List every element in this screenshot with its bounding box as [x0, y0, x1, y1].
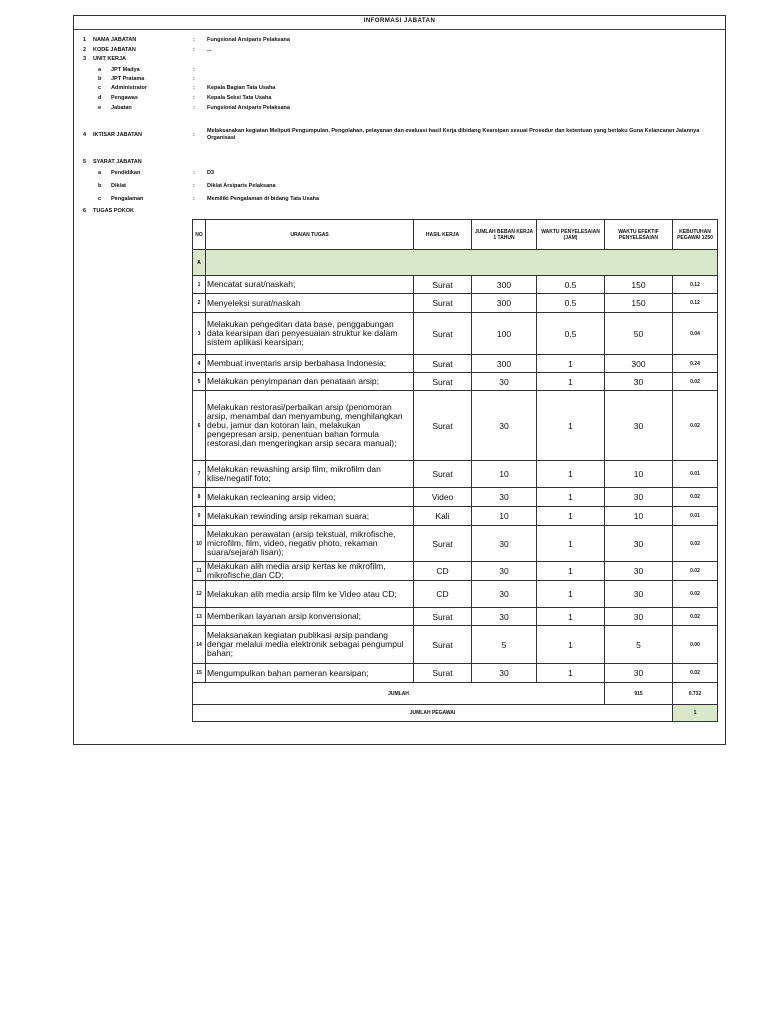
row-efektif: 30: [605, 488, 673, 507]
row-waktu: 0.5: [537, 276, 605, 294]
field-separator: :: [193, 95, 195, 101]
row-no: 5: [193, 373, 206, 391]
table-row: [193, 507, 718, 526]
sub-label-administrator: Administrator: [111, 85, 148, 91]
row-no: 4: [193, 355, 206, 373]
row-hasil: Surat: [414, 664, 472, 683]
row-hasil: Surat: [414, 391, 472, 461]
row-task: Membuat inventaris arsip berbahasa Indonesia;: [206, 355, 414, 373]
row-jumlah: 5: [472, 626, 537, 664]
sub-value-pendidikan: D3: [207, 170, 215, 176]
sub-letter: c: [98, 85, 102, 91]
header-hasil-kerja: HASIL KERJA: [414, 220, 472, 250]
row-no: 10: [193, 526, 206, 562]
row-kebutuhan: 0.12: [673, 276, 718, 294]
field-separator: :: [193, 183, 195, 189]
sub-letter: d: [98, 95, 102, 101]
jumlah-kebutuhan: 0.732: [673, 683, 718, 705]
table-row: [193, 581, 718, 608]
group-fill: [206, 250, 718, 276]
jumlah-pegawai-value: 1: [673, 705, 718, 722]
row-hasil: Surat: [414, 373, 472, 391]
table-row: [193, 562, 718, 581]
row-jumlah: 300: [472, 276, 537, 294]
row-task: Melaksanakan kegiatan publikasi arsip pandang dengar melalui media elektronik sebagai pengumpul bahan;: [206, 626, 414, 664]
row-efektif: 150: [605, 276, 673, 294]
field-number: 1: [83, 37, 87, 43]
document-sheet: [73, 15, 726, 745]
row-jumlah: 30: [472, 526, 537, 562]
row-task: Melakukan perawatan (arsip tekstual, mikrofische, microfilm, film, video, negativ photo, rekaman suara/sejarah lisan);: [206, 526, 414, 562]
row-kebutuhan: 0.02: [673, 373, 718, 391]
row-jumlah: 300: [472, 294, 537, 313]
row-task: Melakukan rewashing arsip film, mikrofilm dan klise/negatif foto;: [206, 461, 414, 488]
field-label-kode-jabatan: KODE JABATAN: [93, 47, 136, 53]
row-task: Melakukan alih media arsip kertas ke mikrofilm, mikrofische,dan CD;: [206, 562, 414, 581]
row-jumlah: 30: [472, 562, 537, 581]
row-efektif: 30: [605, 526, 673, 562]
row-jumlah: 30: [472, 391, 537, 461]
row-task: Melakukan recleaning arsip video;: [206, 488, 414, 507]
row-waktu: 1: [537, 355, 605, 373]
sub-label-pendidikan: Pendidikan: [111, 170, 141, 176]
sub-letter: b: [98, 183, 102, 189]
sub-value-pengawas: Kepala Seksi Tata Usaha: [207, 95, 272, 101]
row-no: 15: [193, 664, 206, 683]
row-no: 13: [193, 608, 206, 626]
row-no: 12: [193, 581, 206, 608]
sub-letter: a: [98, 170, 102, 176]
table-row: [193, 355, 718, 373]
field-number: 5: [83, 159, 87, 165]
row-kebutuhan: 0.02: [673, 391, 718, 461]
row-no: 2: [193, 294, 206, 313]
row-efektif: 300: [605, 355, 673, 373]
sub-label-jpt-pratama: JPT Pratama: [111, 76, 145, 82]
row-efektif: 30: [605, 562, 673, 581]
sub-letter: b: [98, 76, 102, 82]
table-row: [193, 276, 718, 294]
row-jumlah: 10: [472, 461, 537, 488]
field-value-kode-jabatan: ...: [207, 47, 212, 53]
field-separator: :: [193, 85, 195, 91]
row-task: Melakukan rewinding arsip rekaman suara;: [206, 507, 414, 526]
field-separator: :: [193, 76, 195, 82]
row-waktu: 0.5: [537, 313, 605, 355]
row-waktu: 1: [537, 664, 605, 683]
sub-value-administrator: Kepala Bagian Tata Usaha: [207, 85, 276, 91]
row-jumlah: 30: [472, 581, 537, 608]
row-task: Melakukan alih media arsip film ke Video atau CD;: [206, 581, 414, 608]
sub-value-diklat: Diklat Arsiparis Pelaksana: [207, 183, 276, 189]
row-hasil: Surat: [414, 608, 472, 626]
header-waktu-penyelesaian: WAKTU PENYELESAIAN (JAM): [537, 220, 605, 250]
sub-value-pengalaman: Memiliki Pengalaman di bidang Tata Usaha: [207, 196, 320, 202]
table-row: [193, 373, 718, 391]
field-separator: :: [193, 196, 195, 202]
row-no: 11: [193, 562, 206, 581]
field-label-iktisar: IKTISAR JABATAN: [93, 132, 142, 138]
row-hasil: Surat: [414, 355, 472, 373]
row-hasil: Surat: [414, 276, 472, 294]
row-jumlah: 100: [472, 313, 537, 355]
row-task: Menyeleksi surat/naskah: [206, 294, 414, 313]
header-uraian-tugas: URAIAN TUGAS: [206, 220, 414, 250]
sub-label-diklat: Diklat: [111, 183, 126, 189]
header-no: NO: [193, 220, 206, 250]
field-label-syarat: SYARAT JABATAN: [93, 159, 142, 165]
field-separator: :: [193, 170, 195, 176]
row-waktu: 1: [537, 608, 605, 626]
table-row: [193, 391, 718, 461]
jumlah-label: JUMLAH: [193, 683, 605, 705]
field-value-iktisar: Melaksanakan kegiatan Meliputi Pengumpulan, Pengolahan, pelayanan dan evaluasi hasil Kerja dibidang Kearsipan sesuai Prosedur dan ketentuan yang berlaku Guna Kelancaran Jalannya Organisasi: [207, 128, 700, 141]
jumlah-efektif: 915: [605, 683, 673, 705]
row-jumlah: 30: [472, 373, 537, 391]
row-kebutuhan: 0.24: [673, 355, 718, 373]
row-hasil: Kali: [414, 507, 472, 526]
table-row: [193, 664, 718, 683]
field-number: 3: [83, 56, 87, 62]
field-separator: :: [193, 37, 195, 43]
row-kebutuhan: 0.00: [673, 626, 718, 664]
row-hasil: Video: [414, 488, 472, 507]
field-number: 2: [83, 47, 87, 53]
row-kebutuhan: 0.02: [673, 526, 718, 562]
row-no: 6: [193, 391, 206, 461]
sub-value-jabatan: Fungsional Arsiparis Pelaksana: [207, 105, 290, 111]
row-waktu: 0.5: [537, 294, 605, 313]
sub-label-pengawas: Pengawas: [111, 95, 138, 101]
row-hasil: Surat: [414, 294, 472, 313]
row-jumlah: 30: [472, 664, 537, 683]
header-waktu-efektif: WAKTU EFEKTIF PENYELESAIAN: [605, 220, 673, 250]
row-waktu: 1: [537, 562, 605, 581]
row-efektif: 50: [605, 313, 673, 355]
field-label-tugas-pokok: TUGAS POKOK: [93, 208, 134, 214]
row-kebutuhan: 0.02: [673, 581, 718, 608]
field-label-unit-kerja: UNIT KERJA: [93, 56, 127, 62]
sub-letter: e: [98, 105, 102, 111]
row-no: 14: [193, 626, 206, 664]
field-separator: :: [193, 67, 195, 73]
row-kebutuhan: 0.02: [673, 488, 718, 507]
field-separator: :: [193, 47, 195, 53]
row-efektif: 30: [605, 373, 673, 391]
jumlah-pegawai-row: [193, 705, 718, 722]
row-efektif: 150: [605, 294, 673, 313]
row-task: Melakukan penyimpanan dan penataan arsip;: [206, 373, 414, 391]
document-title: INFORMASI JABATAN: [363, 18, 436, 24]
field-value-nama-jabatan: Fungsional Arsiparis Pelaksana: [207, 37, 290, 43]
row-waktu: 1: [537, 626, 605, 664]
row-task: Mengumpulkan bahan pameran kearsipan;: [206, 664, 414, 683]
sub-letter: a: [98, 67, 102, 73]
row-no: 8: [193, 488, 206, 507]
row-jumlah: 30: [472, 488, 537, 507]
row-hasil: Surat: [414, 526, 472, 562]
table-row: [193, 608, 718, 626]
row-hasil: Surat: [414, 313, 472, 355]
row-waktu: 1: [537, 526, 605, 562]
row-waktu: 1: [537, 461, 605, 488]
field-separator: :: [193, 132, 195, 138]
row-task: Melakukan pengeditan data base, penggabungan data kearsipan dan penyesuaian struktur ke dalam sistem aplikasi kearsipan;: [206, 313, 414, 355]
row-efektif: 10: [605, 507, 673, 526]
row-no: 7: [193, 461, 206, 488]
table-row: [193, 626, 718, 664]
row-waktu: 1: [537, 507, 605, 526]
row-hasil: Surat: [414, 461, 472, 488]
row-kebutuhan: 0.01: [673, 507, 718, 526]
field-number: 4: [83, 132, 87, 138]
table-group-row: [193, 250, 718, 276]
header-kebutuhan-pegawai: KEBUTUHAN PEGAWAI 1250: [673, 220, 718, 250]
row-efektif: 30: [605, 391, 673, 461]
table-row: [193, 488, 718, 507]
title-divider: [74, 29, 725, 30]
field-label-nama-jabatan: NAMA JABATAN: [93, 37, 137, 43]
row-no: 9: [193, 507, 206, 526]
row-kebutuhan: 0.02: [673, 664, 718, 683]
row-efektif: 30: [605, 581, 673, 608]
row-kebutuhan: 0.02: [673, 608, 718, 626]
sub-label-pengalaman: Pengalaman: [111, 196, 144, 202]
row-jumlah: 30: [472, 608, 537, 626]
row-waktu: 1: [537, 373, 605, 391]
field-number: 6: [83, 208, 87, 214]
sub-letter: c: [98, 196, 102, 202]
table-row: [193, 313, 718, 355]
group-label: A: [193, 250, 206, 276]
sub-label-jabatan: Jabatan: [111, 105, 132, 111]
tugas-pokok-table: [192, 219, 718, 722]
row-kebutuhan: 0.01: [673, 461, 718, 488]
row-hasil: CD: [414, 562, 472, 581]
header-jumlah-beban: JUMLAH BEBAN KERJA 1 TAHUN: [472, 220, 537, 250]
table-header-row: [193, 220, 718, 250]
row-jumlah: 300: [472, 355, 537, 373]
row-task: Memberikan layanan arsip konvensional;: [206, 608, 414, 626]
row-efektif: 5: [605, 626, 673, 664]
row-waktu: 1: [537, 581, 605, 608]
row-no: 3: [193, 313, 206, 355]
table-row: [193, 294, 718, 313]
row-hasil: Surat: [414, 626, 472, 664]
row-efektif: 10: [605, 461, 673, 488]
row-efektif: 30: [605, 664, 673, 683]
row-waktu: 1: [537, 391, 605, 461]
row-task: Mencatat surat/naskah;: [206, 276, 414, 294]
row-kebutuhan: 0.04: [673, 313, 718, 355]
row-jumlah: 10: [472, 507, 537, 526]
row-hasil: CD: [414, 581, 472, 608]
row-efektif: 30: [605, 608, 673, 626]
row-task: Melakukan restorasi/perbaikan arsip (penomoran arsip, menambal dan menyambung, menghilangkan debu, jamur dan kotoran lain, melakukan pengepresan arsip, penentuan bahan formula restorasi,dan mengeringkan arsip secara manual);: [206, 391, 414, 461]
row-no: 1: [193, 276, 206, 294]
row-kebutuhan: 0.02: [673, 562, 718, 581]
row-kebutuhan: 0.12: [673, 294, 718, 313]
row-waktu: 1: [537, 488, 605, 507]
jumlah-pegawai-label: JUMLAH PEGAWAI: [193, 705, 673, 722]
table-row: [193, 526, 718, 562]
sub-label-jpt-madya: JPT Madya: [111, 67, 140, 73]
table-row: [193, 461, 718, 488]
field-separator: :: [193, 105, 195, 111]
jumlah-row: [193, 683, 718, 705]
